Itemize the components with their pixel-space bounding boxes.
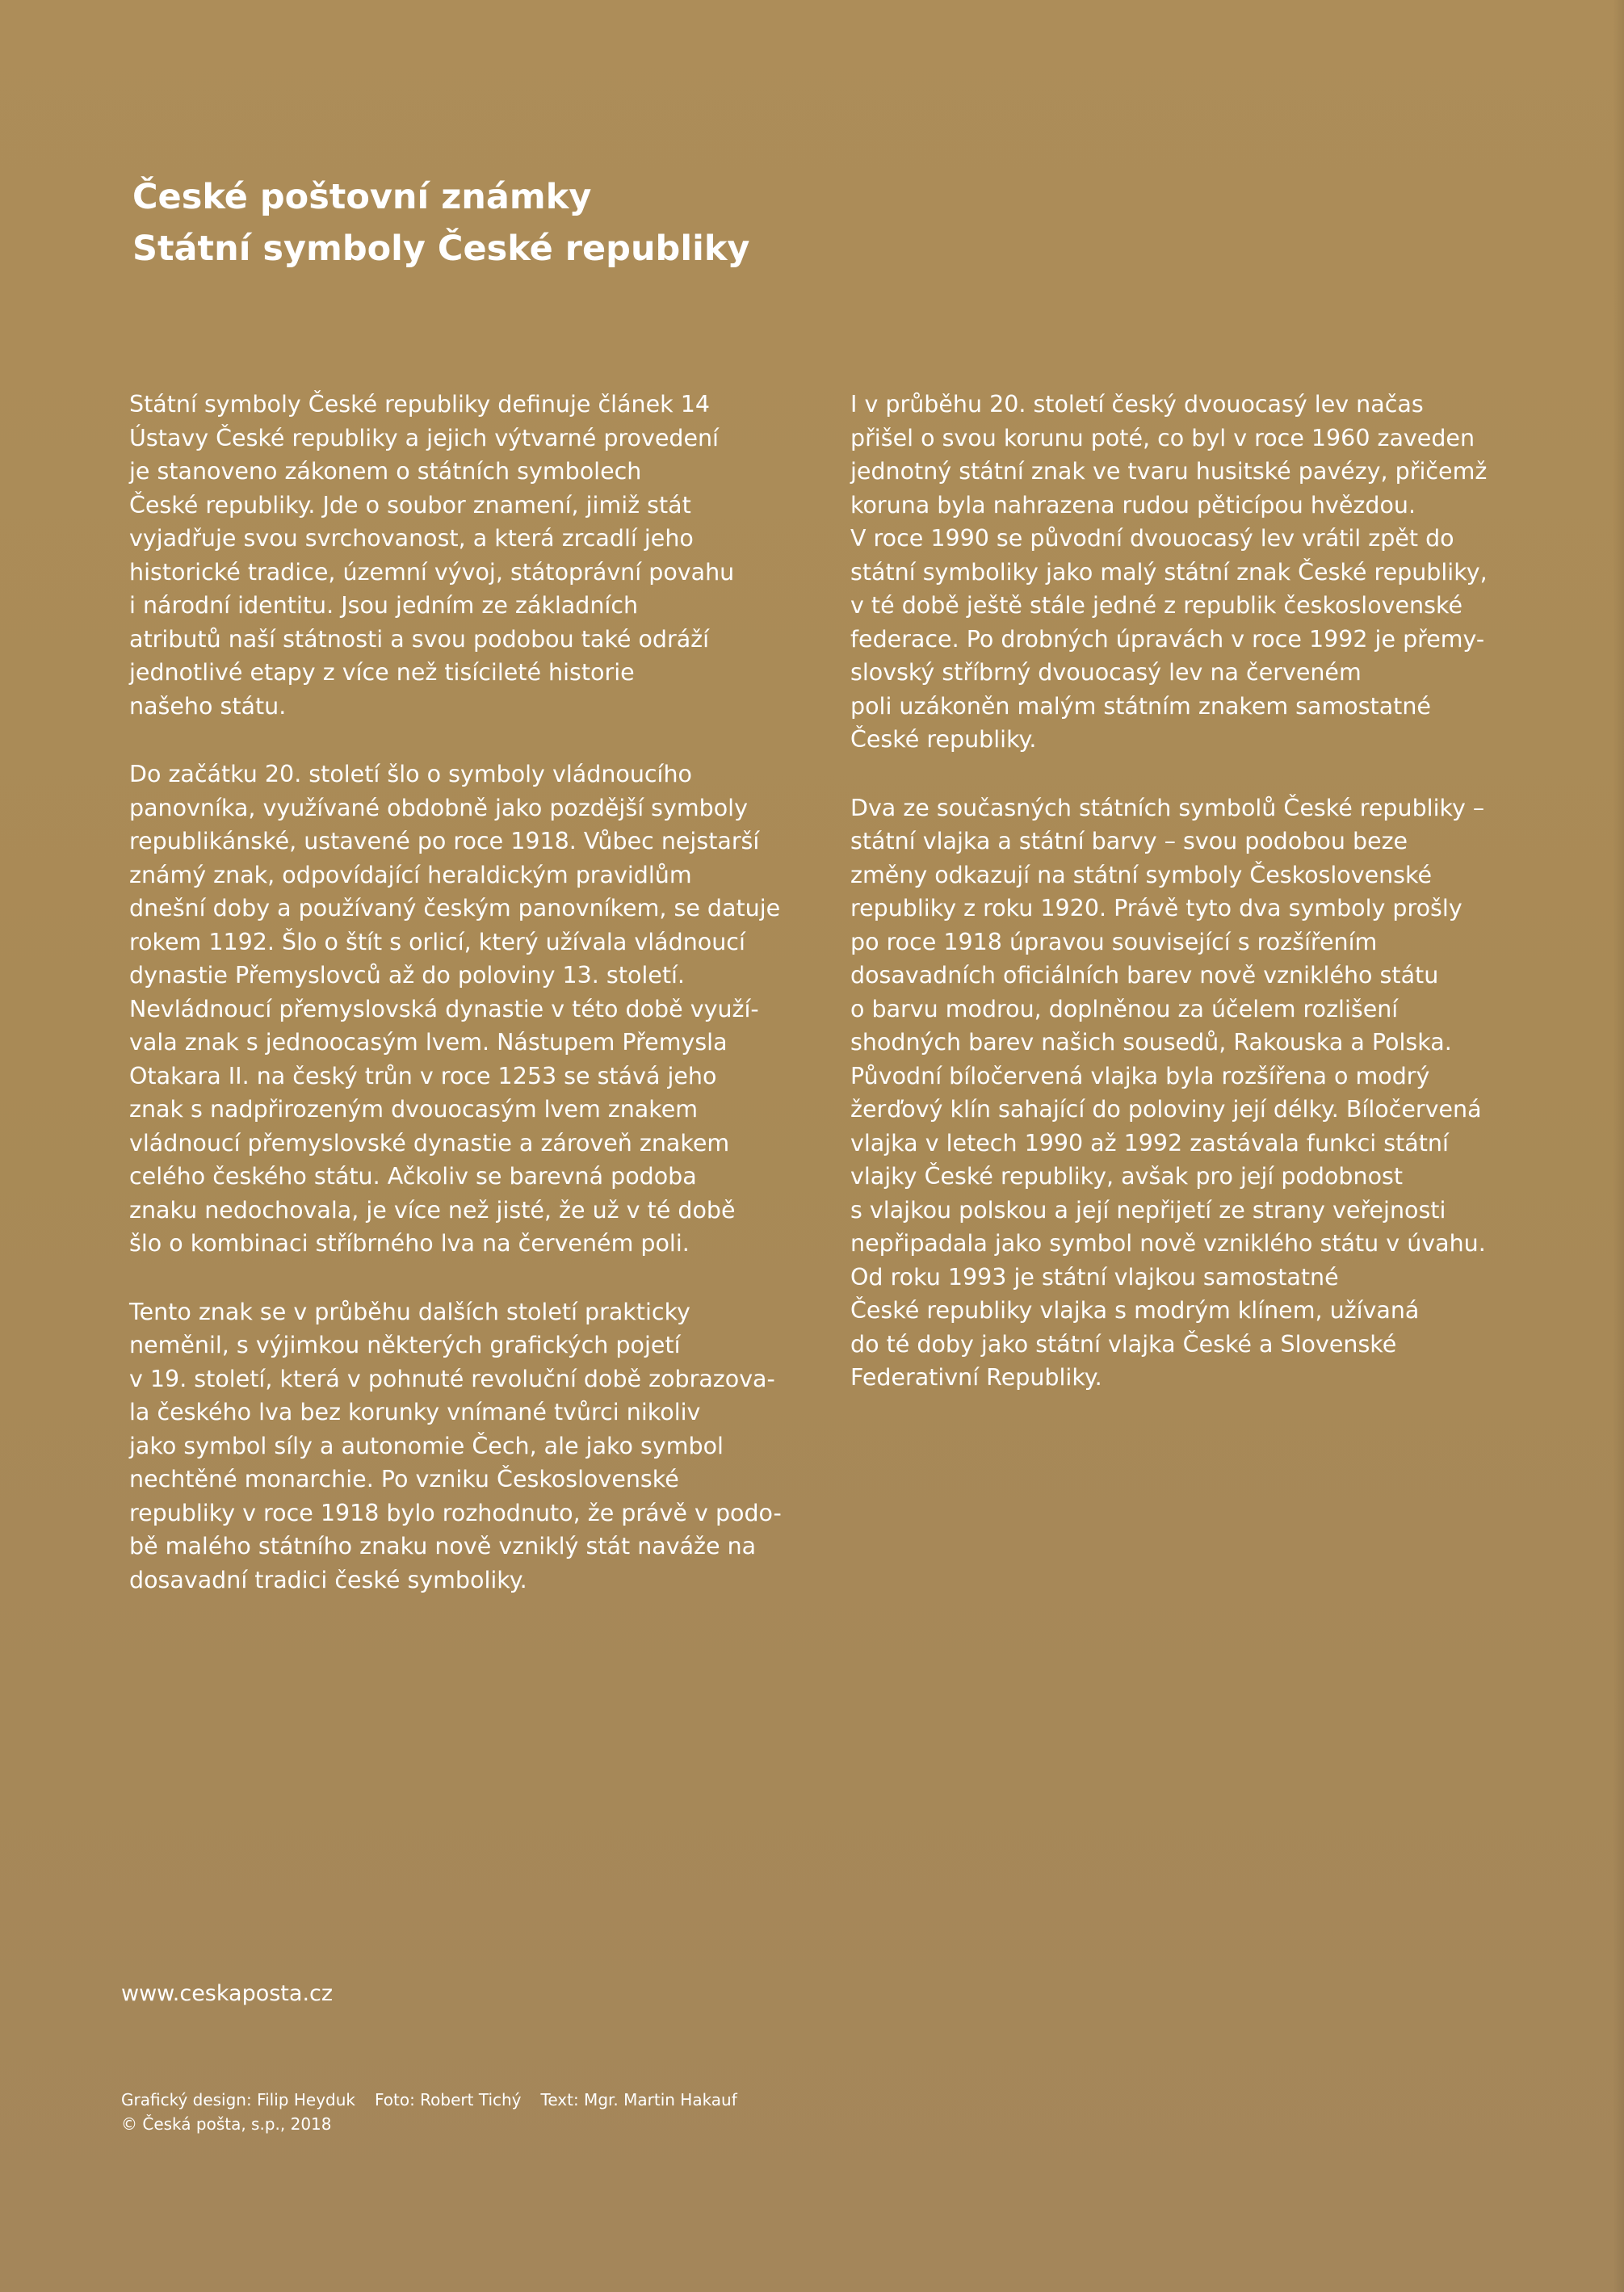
text-line: o barvu modrou, doplněnou za účelem rozlišení (850, 995, 1399, 1022)
text-line: vala znak s jednoocasým lvem. Nástupem Přemysla (129, 1029, 728, 1056)
text-line: vládnoucí přemyslovské dynastie a zároveň znakem (129, 1129, 730, 1156)
text-line: republiky z roku 1920. Právě tyto dva symboly prošly (850, 895, 1462, 921)
text-line: republiky v roce 1918 bylo rozhodnuto, že právě v podo- (129, 1499, 782, 1526)
text-line: s vlajkou polskou a její nepřijetí ze strany veřejnosti (850, 1196, 1446, 1224)
left-column (129, 388, 824, 1631)
text-line: la českého lva bez korunky vnímané tvůrci nikoliv (129, 1399, 701, 1425)
photo-credit: Foto: Robert Tichý (374, 2090, 522, 2109)
text-line: historické tradice, územní vývoj, státoprávní povahu (129, 558, 735, 586)
text-line: znaku nedochovala, je více než jisté, že už v té době (129, 1196, 736, 1224)
text-line: do té doby jako státní vlajka České a Slovenské (850, 1330, 1397, 1358)
text-line: změny odkazují na státní symboly Československé (850, 861, 1433, 888)
text-credit: Text: Mgr. Martin Hakauf (540, 2090, 737, 2109)
text-line: rokem 1192. Šlo o štít s orlicí, který užívala vládnoucí (129, 928, 745, 955)
title-line-1: České poštovní známky (132, 177, 592, 217)
paragraph (850, 791, 1577, 1395)
text-line: vlajky České republiky, avšak pro její podobnost (850, 1163, 1404, 1190)
text-line: jako symbol síly a autonomie Čech, ale jako symbol (129, 1432, 724, 1459)
text-line: známý znak, odpovídající heraldickým pravidlům (129, 861, 692, 888)
text-line: koruna byla nahrazena rudou pěticípou hvězdou. (850, 491, 1416, 518)
text-line: I v průběhu 20. století český dvouocasý lev načas (850, 391, 1424, 418)
text-line: federace. Po drobných úpravách v roce 1992 je přemy- (850, 625, 1485, 653)
text-line: celého českého státu. Ačkoliv se barevná podoba (129, 1163, 697, 1190)
design-credit: Grafický design: Filip Heyduk (121, 2090, 355, 2109)
text-line: v té době ještě stále jedné z republik československé (850, 592, 1462, 619)
text-line: Od roku 1993 je státní vlajkou samostatné (850, 1263, 1339, 1291)
text-line: Otakara II. na český trůn v roce 1253 se stává jeho (129, 1062, 717, 1089)
paragraph (129, 758, 824, 1261)
website-link[interactable]: www.ceskaposta.cz (121, 1981, 334, 2006)
text-line: nepřipadala jako symbol nově vzniklého státu v úvahu. (850, 1230, 1486, 1257)
text-line: státní vlajka a státní barvy – svou podobou beze (850, 828, 1408, 854)
text-line: i národní identitu. Jsou jedním ze základních (129, 592, 639, 619)
text-line: jednotný státní znak ve tvaru husitské pavézy, přičemž (850, 458, 1488, 485)
text-line: dosavadních oficiálních barev nově vzniklého státu (850, 962, 1439, 989)
text-line: přišel o svou korunu poté, co byl v roce 1960 zaveden (850, 424, 1475, 451)
text-line: Do začátku 20. století šlo o symboly vládnoucího (129, 761, 692, 787)
page-title (132, 171, 1021, 275)
text-line: dynastie Přemyslovců až do poloviny 13. století. (129, 962, 685, 989)
text-line: jednotlivé etapy z více než tisícileté historie (129, 659, 635, 686)
right-column (850, 388, 1577, 1429)
text-line: po roce 1918 úpravou související s rozšířením (850, 928, 1378, 955)
credits-line (121, 2088, 737, 2112)
text-line: žerďový klín sahající do poloviny její délky. Bíločervená (850, 1096, 1482, 1123)
text-line: vlajka v letech 1990 až 1992 zastávala funkci státní (850, 1129, 1449, 1156)
text-line: V roce 1990 se původní dvouocasý lev vrátil zpět do (850, 525, 1454, 552)
text-line: dosavadní tradici české symboliky. (129, 1566, 527, 1593)
text-line: státní symboliky jako malý státní znak České republiky, (850, 558, 1488, 586)
text-line: Tento znak se v průběhu dalších století prakticky (129, 1298, 690, 1325)
copyright: © Česká pošta, s.p., 2018 (121, 2114, 332, 2134)
text-line: je stanoveno zákonem o státních symbolech (129, 458, 642, 485)
text-line: nechtěné monarchie. Po vzniku Československé (129, 1466, 679, 1492)
paragraph (850, 388, 1577, 757)
text-line: Federativní Republiky. (850, 1364, 1102, 1391)
paragraph (129, 1295, 824, 1597)
text-line: České republiky. (850, 726, 1037, 753)
text-line: České republiky vlajka s modrým klínem, užívaná (850, 1297, 1420, 1324)
text-line: našeho státu. (129, 692, 287, 720)
text-line: neměnil, s výjimkou některých grafických pojetí (129, 1332, 681, 1358)
text-line: Ústavy České republiky a jejich výtvarné provedení (129, 424, 719, 451)
text-line: Dva ze současných státních symbolů České republiky – (850, 794, 1485, 821)
text-line: v 19. století, která v pohnuté revoluční době zobrazova- (129, 1365, 775, 1392)
text-line: dnešní doby a používaný českým panovníkem, se datuje (129, 895, 781, 921)
text-line: vyjadřuje svou svrchovanost, a která zrcadlí jeho (129, 525, 694, 552)
paragraph (129, 388, 824, 723)
credits (121, 2088, 737, 2136)
text-line: slovský stříbrný dvouocasý lev na červeném (850, 659, 1362, 686)
text-line: znak s nadpřirozeným dvouocasým lvem znakem (129, 1096, 699, 1123)
text-line: Původní bíločervená vlajka byla rozšířena o modrý (850, 1062, 1430, 1089)
text-line: České republiky. Jde o soubor znamení, jimiž stát (129, 491, 691, 518)
text-line: poli uzákoněn malým státním znakem samostatné (850, 692, 1431, 720)
text-line: republikánské, ustavené po roce 1918. Vůbec nejstarší (129, 828, 760, 854)
text-line: atributů naší státnosti a svou podobou také odráží (129, 625, 710, 653)
text-line: Nevládnoucí přemyslovská dynastie v této době využí- (129, 995, 759, 1022)
text-line: panovníka, využívané obdobně jako pozdější symboly (129, 794, 748, 821)
text-line: Státní symboly České republiky definuje článek 14 (129, 391, 710, 418)
text-line: bě malého státního znaku nově vzniklý stát naváže na (129, 1533, 757, 1559)
text-line: shodných barev našich sousedů, Rakouska a Polska. (850, 1029, 1452, 1056)
text-line: šlo o kombinaci stříbrného lva na červeném poli. (129, 1230, 690, 1257)
title-line-2: Státní symboly České republiky (132, 229, 750, 269)
